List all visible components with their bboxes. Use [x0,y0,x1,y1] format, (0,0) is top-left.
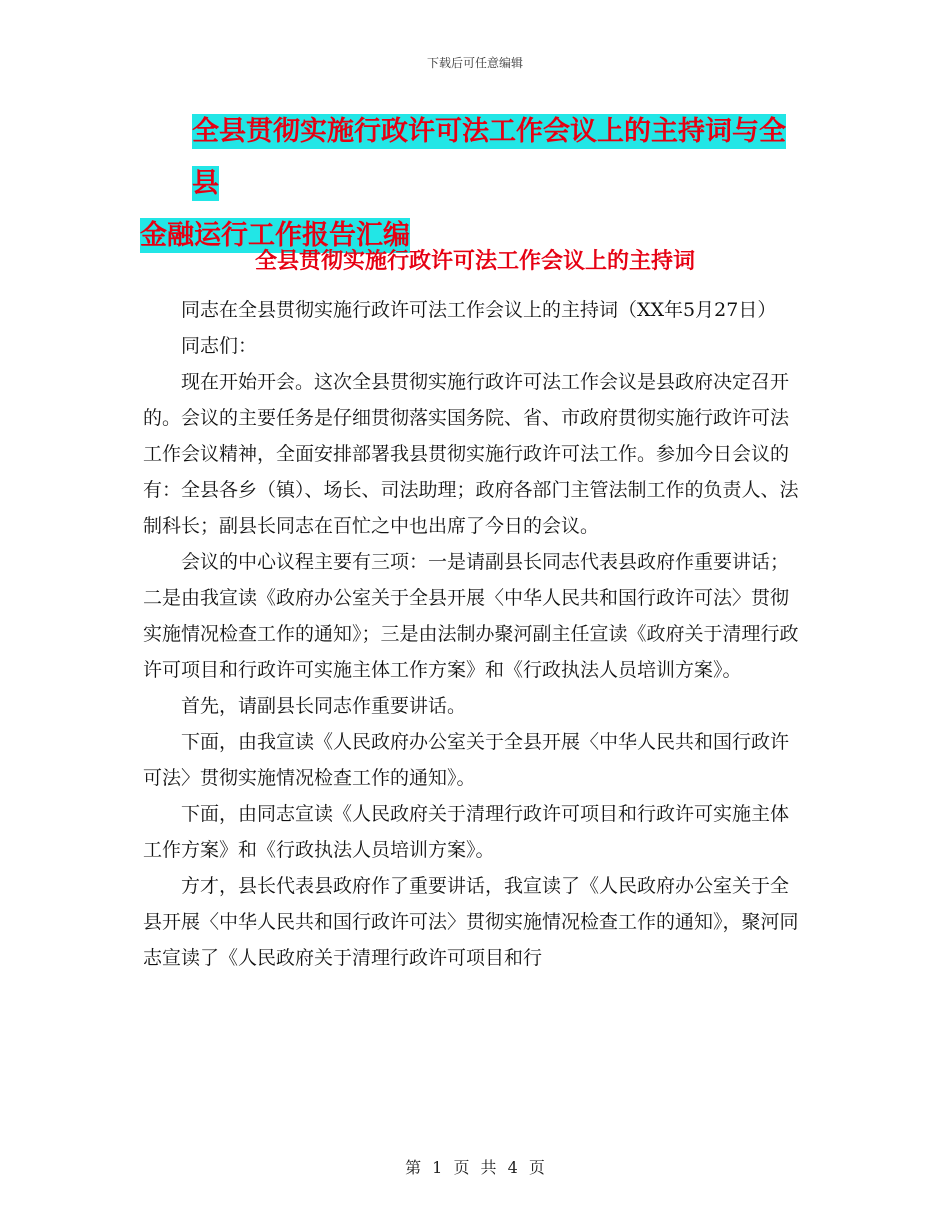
paragraph-reading-notice: 下面，由我宣读《人民政府办公室关于全县开展〈中华人民共和国行政许可法〉贯彻实施情况检查工作的通知》。 [143,731,790,789]
paragraph-reading-plan: 下面，由同志宣读《人民政府关于清理行政许可项目和行政许可实施主体工作方案》和《行政执法人员培训方案》。 [143,803,790,861]
page-header: 下载后可任意编辑 [426,56,523,70]
paragraph-opening: 现在开始开会。这次全县贯彻实施行政许可法工作会议是县政府决定召开的。会议的主要任务是仔细贯彻落实国务院、省、市政府贯彻实施行政许可法工作会议精神，全面安排部署我县贯彻实施行政许可法工作。参加今日会议的有：全县各乡（镇）、场长、司法助理；政府各部门主管法制工作的负责人、法制科长；副县长同志在百忙之中也出席了今日的会议。 [143,371,799,537]
title-highlight-1: 全县贯彻实施行政许可法工作会议上的主持词与全县 [192,116,786,199]
paragraph-salutation: 同志们： [181,335,258,357]
title-highlight-2: 金融运行工作报告汇编 [140,220,410,251]
page-footer: 第 1 页 共 4 页 [405,1158,545,1177]
document-body [143,292,803,976]
paragraph-first-speech: 首先，请副县长同志作重要讲话。 [181,695,467,717]
paragraph-agenda: 会议的中心议程主要有三项：一是请副县长同志代表县政府作重要讲话；二是由我宣读《政府办公室关于全县开展〈中华人民共和国行政许可法〉贯彻实施情况检查工作的通知》；三是由法制办聚河副主任宣读《政府关于清理行政许可项目和行政许可实施主体工作方案》和《行政执法人员培训方案》。 [143,551,799,681]
paragraph-intro: 同志在全县贯彻实施行政许可法工作会议上的主持词（XX年5月27日） [181,299,777,321]
document-title [140,106,810,262]
document-title-line-1 [140,106,810,210]
section-title: 全县贯彻实施行政许可法工作会议上的主持词 [254,249,695,274]
paragraph-summary: 方才，县长代表县政府作了重要讲话，我宣读了《人民政府办公室关于全县开展〈中华人民共和国行政许可法〉贯彻实施情况检查工作的通知》，聚河同志宣读了《人民政府关于清理行政许可项目和行 [143,875,799,969]
